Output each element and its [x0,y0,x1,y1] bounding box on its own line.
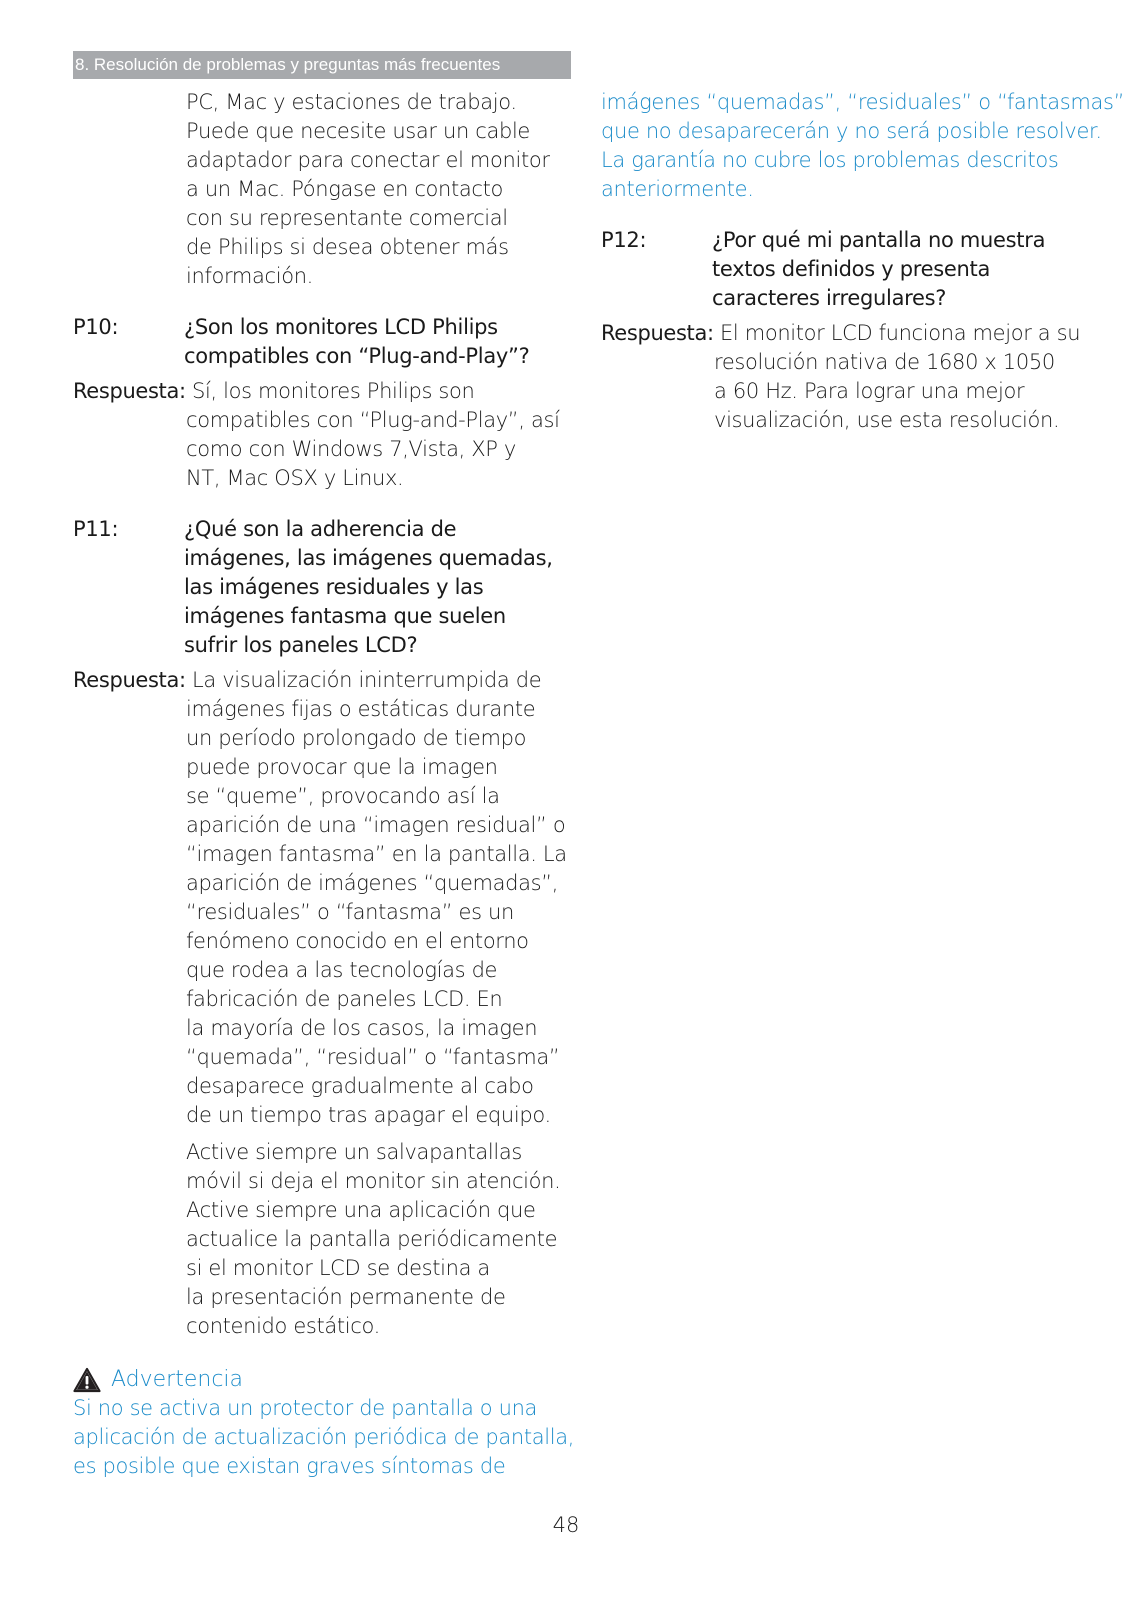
text-line: Active siempre un salvapantallas [186,1140,523,1164]
text-line: “quemada”, “residual” o “fantasma” [186,1045,560,1069]
text-line: caracteres irregulares? [712,286,947,310]
text-line: ¿Por qué mi pantalla no muestra [712,228,1046,252]
text-line: que rodea a las tecnologías de [186,958,498,982]
text-line: sufrir los paneles LCD? [184,633,418,657]
text-line: Puede que necesite usar un cable [186,119,531,143]
answer-paragraph-2 [73,1138,561,1341]
text-line: aparición de una “imagen residual” o [186,813,566,837]
question-row [601,226,1061,313]
text-line: Si no se activa un protector de pantalla o una [73,1396,538,1420]
warning-text-continued [601,88,1125,204]
faq-q12 [601,226,1081,435]
text-line: que no desaparecerán y no será posible resolver. [601,119,1102,143]
text-line: PC, Mac y estaciones de trabajo. [186,90,517,114]
text-line: adaptador para conectar el monitor [186,148,550,172]
text-line: si el monitor LCD se destina a [186,1256,490,1280]
answer-block [73,666,567,1341]
question-row [73,515,558,660]
text-line: imágenes fijas o estáticas durante [186,697,536,721]
answer-label: Respuesta: [601,321,714,345]
answer-block [601,319,1081,435]
text-line: a 60 Hz. Para lograr una mejor [714,379,1025,403]
text-line: de Philips si desea obtener más [186,235,509,259]
text-line: con su representante comercial [186,206,508,230]
text-line: se “queme”, provocando así la [186,784,500,808]
section-header [73,51,571,79]
text-line: ¿Son los monitores LCD Philips [184,315,498,339]
faq-q10 [73,313,558,493]
text-line: “residuales” o “fantasma” es un [186,900,514,924]
answer-label: Respuesta: [73,379,186,403]
question-number: P10: [73,315,119,339]
answer-block [73,377,558,493]
text-line: actualice la pantalla periódicamente [186,1227,558,1251]
answer-first-line [601,319,1081,348]
answer-continuation [73,406,558,493]
answer-continuation [73,695,567,1130]
text-line: la presentación permanente de [186,1285,506,1309]
text-line: desaparece gradualmente al cabo [186,1074,534,1098]
faq-q11 [73,515,567,1341]
text-line: como con Windows 7,Vista, XP y [186,437,516,461]
text-line: anteriormente. [601,177,754,201]
warning-heading [73,1365,558,1394]
text-line: Sí, los monitores Philips son [192,379,475,403]
text-line: fabricación de paneles LCD. En [186,987,503,1011]
section-title: 8. Resolución de problemas y preguntas más frecuentes [75,55,501,74]
answer-continuation [601,348,1061,435]
question-row [73,313,558,371]
text-line: de un tiempo tras apagar el equipo. [186,1103,551,1127]
text-line: ¿Qué son la adherencia de [184,517,457,541]
text-line: visualización, use esta resolución. [714,408,1060,432]
answer-first-line [73,666,558,695]
text-line: textos definidos y presenta [712,257,991,281]
text-line: es posible que existan graves síntomas de [73,1454,506,1478]
text-line: resolución nativa de 1680 x 1050 [714,350,1055,374]
question-number: P11: [73,517,119,541]
warning-title: Advertencia [111,1367,244,1392]
text-line: las imágenes residuales y las [184,575,484,599]
text-line: aparición de imágenes “quemadas”, [186,871,559,895]
text-line: La garantía no cubre los problemas descritos [601,148,1059,172]
text-line: un período prolongado de tiempo [186,726,527,750]
answer-label: Respuesta: [73,668,186,692]
text-line: contenido estático. [186,1314,380,1338]
text-line: fenómeno conocido en el entorno [186,929,529,953]
question-text [712,226,1061,313]
text-line: NT, Mac OSX y Linux. [186,466,404,490]
text-line: “imagen fantasma” en la pantalla. La [186,842,567,866]
text-line: Active siempre una aplicación que [186,1198,536,1222]
text-line: móvil si deja el monitor sin atención. [186,1169,561,1193]
answer-first-line [73,377,558,406]
warning-triangle-icon [73,1367,101,1393]
question-number: P12: [601,228,647,252]
intro-paragraph [73,88,558,291]
text-line: información. [186,264,313,288]
text-line: imágenes, las imágenes quemadas, [184,546,553,570]
text-line: imágenes fantasma que suelen [184,604,506,628]
text-line: compatibles con “Plug-and-Play”? [184,344,530,368]
text-line: aplicación de actualización periódica de pantalla, [73,1425,575,1449]
text-line: imágenes “quemadas”, “residuales” o “fantasmas” [601,90,1125,114]
warning-text [73,1394,575,1481]
right-column [601,88,1125,435]
text-line: la mayoría de los casos, la imagen [186,1016,538,1040]
question-text [184,313,558,371]
left-column [73,88,575,1481]
page-number: 48 [552,1513,580,1537]
question-text [184,515,558,660]
text-line: compatibles con “Plug-and-Play”, así [186,408,560,432]
text-line: El monitor LCD funciona mejor a su [720,321,1081,345]
text-line: puede provocar que la imagen [186,755,498,779]
text-line: La visualización ininterrumpida de [192,668,542,692]
text-line: a un Mac. Póngase en contacto [186,177,503,201]
